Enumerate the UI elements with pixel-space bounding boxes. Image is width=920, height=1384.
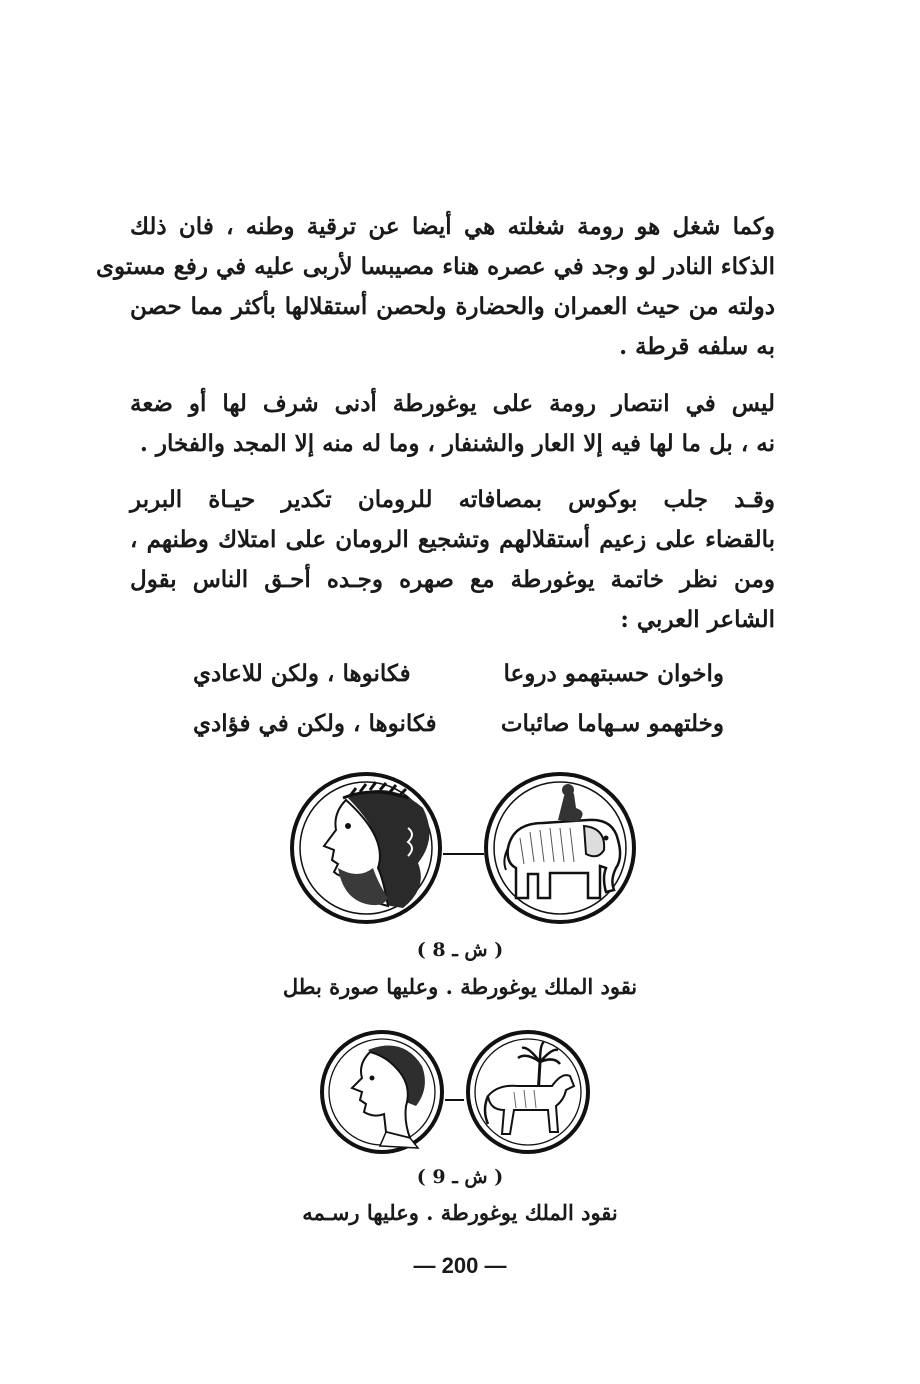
paragraph-2 bbox=[130, 384, 775, 464]
paragraph-line: وقـد جلب بوكوس بمصافاته للرومان تكدير حيـاة البربر bbox=[130, 486, 775, 513]
paragraph-line: نه ، بل ما لها فيه إلا العار والشنفار ، وما له منه إلا المجد والفخار . bbox=[139, 430, 775, 457]
paragraph-line: دولته من حيث العمران والحضارة ولحصن أستقلالها بأكثر مما حصن bbox=[130, 293, 775, 320]
verse-2-second-hemistich: فكانوها ، ولكن في فؤادي bbox=[193, 710, 437, 737]
figure-9-coins bbox=[318, 1026, 598, 1160]
paragraph-line: به سلفه قرطة . bbox=[619, 333, 775, 360]
paragraph-1 bbox=[95, 207, 775, 367]
paragraph-line: ليس في انتصار رومة على يوغورطة أدنى شرف لها أو ضعة bbox=[130, 390, 775, 417]
figure-8-caption: نقود الملك يوغورطة . وعليها صورة بطل bbox=[282, 974, 638, 999]
paragraph-line: الشاعر العربي : bbox=[620, 606, 775, 633]
head-portrait-coin-icon bbox=[322, 1032, 442, 1152]
paragraph-3 bbox=[130, 480, 775, 640]
elephant-rider-coin-icon bbox=[486, 774, 634, 922]
paragraph-line: الذكاء النادر لو وجد في عصره هناء مصيبسا لأربى عليه في رفع مستوى bbox=[95, 253, 775, 280]
page-number: — 200 — bbox=[413, 1253, 507, 1278]
paragraph-line: بالقضاء على زعيم أستقلالهم وتشجيع الرومان على امتلاك وطنهم ، bbox=[130, 526, 775, 553]
verse-1-first-hemistich: واخوان حسبتهمو دروعا bbox=[503, 660, 724, 687]
figure-9-caption: نقود الملك يوغورطة . وعليها رسـمه bbox=[302, 1200, 618, 1225]
figure-8-label: ( ش ـ 8 ) bbox=[416, 939, 504, 961]
verse-1-second-hemistich: فكانوها ، ولكن للاعادي bbox=[193, 660, 411, 687]
horse-palm-coin-icon bbox=[468, 1032, 588, 1152]
laureate-head-coin-icon bbox=[292, 774, 440, 922]
paragraph-line: ومن نظر خاتمة يوغورطة مع صهره وجـده أحـق الناس بقول bbox=[130, 566, 775, 593]
figure-8-coins bbox=[288, 768, 638, 928]
paragraph-line: وكما شغل هو رومة شغلته هي أيضا عن ترقية وطنه ، فان ذلك bbox=[130, 213, 775, 240]
figure-9-label: ( ش ـ 9 ) bbox=[416, 1166, 504, 1188]
verse-2-first-hemistich: وخلتهمو سـهاما صائبات bbox=[500, 710, 724, 737]
